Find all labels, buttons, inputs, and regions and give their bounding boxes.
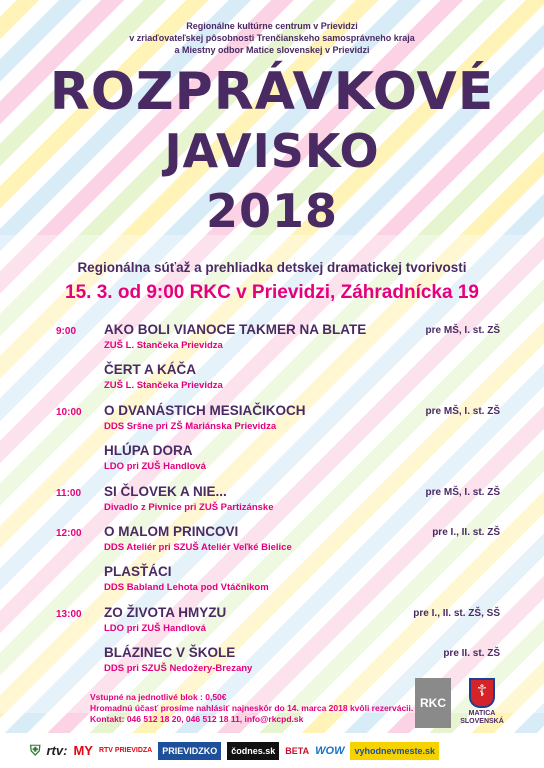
sponsor-rtv: rtv: [46, 743, 68, 758]
program-title: PLASŤÁCI [104, 564, 172, 579]
title-year: 2018 [205, 184, 339, 238]
organizer-line-2: v zriaďovateľskej pôsobnosti Trenčianskeho samosprávneho kraja [129, 33, 415, 43]
program-audience: pre I., II. st. ZŠ [432, 527, 500, 538]
program-group: ZUŠ L. Stančeka Prievidza [104, 340, 223, 351]
program-title: BLÁZINEC V ŠKOLE [104, 645, 236, 660]
sponsor-beta: BETA [285, 745, 310, 756]
program-group: DDS Sršne pri ZŠ Mariánska Prievidza [104, 421, 277, 432]
program-item [0, 362, 544, 402]
program-title: O DVANÁSTICH MESIAČIKOCH [104, 403, 306, 418]
sponsor-wow: WOW [315, 744, 345, 757]
program-time: 12:00 [56, 528, 82, 539]
program-title: ČERT A KÁČA [104, 362, 196, 377]
program-group: DDS Babland Lehota pod Vtáčnikom [104, 582, 269, 593]
sponsor-vyhodnevmeste: vyhodnevmeste.sk [350, 742, 439, 760]
sponsor-strip [0, 733, 544, 768]
program-title: ZO ŽIVOTA HMYZU [104, 605, 227, 620]
program-audience: pre MŠ, I. st. ZŠ [425, 487, 500, 498]
title-line-2: JAVISKO [164, 124, 380, 178]
program-title: HLÚPA DORA [104, 443, 193, 458]
program-title: AKO BOLI VIANOCE TAKMER NA BLATE [104, 322, 367, 337]
rkc-logo [415, 678, 451, 728]
program-item [0, 524, 544, 564]
matica-logo [456, 678, 508, 726]
program-time: 10:00 [56, 407, 82, 418]
rkc-logo-text: RKC [420, 696, 446, 710]
slovak-cross-icon: ☦ [469, 678, 495, 708]
program-item [0, 605, 544, 645]
program-time: 13:00 [56, 609, 82, 620]
program-group: ZUŠ L. Stančeka Prievidza [104, 380, 223, 391]
sponsor-codnes: čodnes.sk [227, 742, 279, 760]
program-group: Divadlo z Pivnice pri ZUŠ Partizánske [104, 502, 274, 513]
program-time: 11:00 [56, 488, 82, 499]
program-group: LDO pri ZUŠ Handlová [104, 623, 206, 634]
program-group: DDS Ateliér pri SZUŠ Ateliér Veľké Bielice [104, 542, 292, 553]
program-title: O MALOM PRINCOVI [104, 524, 239, 539]
admission-fee: Vstupné na jednotlivé blok : 0,50€ [90, 692, 227, 702]
program-group: DDS pri SZUŠ Nedožery-Brezany [104, 663, 253, 674]
program-audience: pre II. st. ZŠ [443, 648, 500, 659]
contact-info: Kontakt: 046 512 18 20, 046 512 18 11, info@rkcpd.sk [90, 714, 304, 724]
program-item [0, 484, 544, 524]
program-audience: pre I., II. st. ZŠ, SŠ [413, 608, 500, 619]
program-item [0, 564, 544, 604]
sponsor-my: MY [73, 743, 93, 758]
event-date-location: 15. 3. od 9:00 RKC v Prievidzi, Záhradnícka 19 [65, 282, 479, 303]
organizer-line-3: a Miestny odbor Matice slovenskej v Prievidzi [174, 45, 370, 55]
program-audience: pre MŠ, I. st. ZŠ [425, 406, 500, 417]
event-subtitle: Regionálna súťaž a prehliadka detskej dramatickej tvorivosti [77, 260, 467, 275]
sponsor-rtv-prievidza: RTV PRIEVIDZA [98, 747, 153, 754]
sponsor-prievidzko: PRIEVIDZKO [158, 742, 221, 760]
title-line-1: ROZPRÁVKOVÉ [49, 62, 495, 122]
program-group: LDO pri ZUŠ Handlová [104, 461, 206, 472]
organizer-header [0, 20, 544, 56]
organizer-line-1: Regionálne kultúrne centrum v Prievidzi [186, 21, 358, 31]
footer-info [90, 692, 413, 725]
reservation-note: Hromadnú účasť prosíme nahlásiť najneskôr do 14. marca 2018 kvôli rezervácii. [90, 703, 414, 713]
coat-of-arms-icon: ⛨ [30, 742, 41, 758]
program-audience: pre MŠ, I. st. ZŠ [425, 325, 500, 336]
program-item [0, 403, 544, 443]
program-item [0, 443, 544, 483]
program-item [0, 322, 544, 362]
program-title: SI ČLOVEK A NIE... [104, 484, 227, 499]
program-time: 9:00 [56, 326, 77, 337]
matica-label: MATICA SLOVENSKÁ [460, 710, 504, 725]
